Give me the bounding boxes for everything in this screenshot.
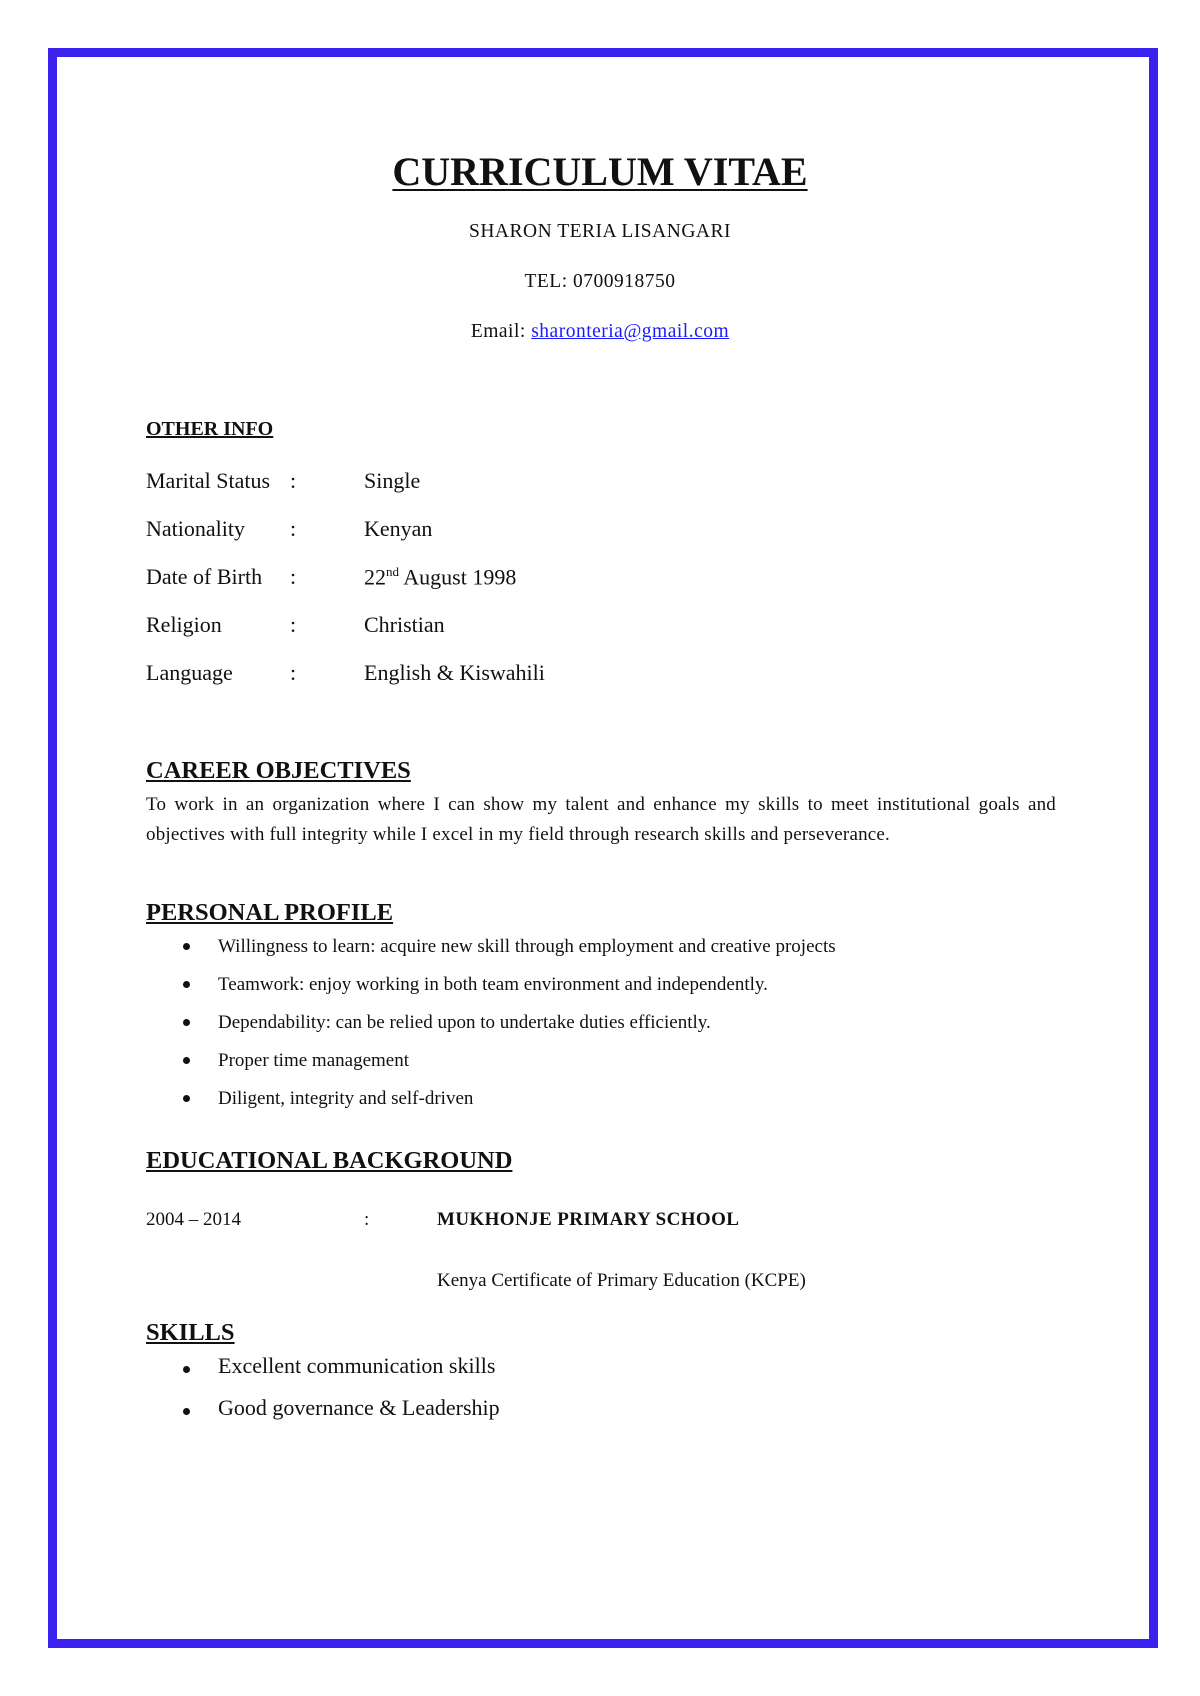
info-sep: : [290,468,297,493]
email-line [0,321,1200,343]
info-label-dob: Date of Birth [146,564,263,589]
document-title: CURRICULUM VITAE [392,149,808,194]
bullet-icon [183,1095,190,1102]
info-sep: : [290,612,297,637]
email-label: Email: [470,321,526,342]
profile-item: Proper time management [218,1050,409,1071]
profile-item: Dependability: can be relied upon to undertake duties efficiently. [218,1012,711,1033]
education-school: MUKHONJE PRIMARY SCHOOL [437,1209,740,1230]
info-sep: : [290,660,297,685]
bullet-icon [183,1019,190,1026]
info-label-language: Language [146,660,233,685]
profile-item: Willingness to learn: acquire new skill through employment and creative projects [218,936,836,957]
info-value-dob: 22nd August 1998 [364,564,517,590]
career-objectives-text: To work in an organization where I can show my talent and enhance my skills to meet institutional goals and objectives with full integrity while I excel in my field through research skills and perseverance. [146,794,1056,845]
skill-item: Excellent communication skills [218,1353,496,1378]
skills-heading: SKILLS [146,1319,235,1346]
skill-item: Good governance & Leadership [218,1395,500,1420]
info-label-marital: Marital Status [146,468,271,493]
info-label-religion: Religion [146,612,222,637]
info-sep: : [290,516,297,541]
email-link[interactable]: sharonteria@gmail.com [531,321,730,342]
info-value-language: English & Kiswahili [364,660,545,685]
education-award: Kenya Certificate of Primary Education (KCPE) [437,1270,806,1291]
info-value-religion: Christian [364,612,445,637]
info-sep: : [290,564,297,589]
bullet-icon [183,1408,190,1415]
career-objectives-heading: CAREER OBJECTIVES [146,757,411,784]
info-value-marital: Single [364,468,421,493]
education-sep: : [364,1209,370,1230]
bullet-icon [183,981,190,988]
education-heading: EDUCATIONAL BACKGROUND [146,1147,513,1174]
bullet-icon [183,1057,190,1064]
info-label-nationality: Nationality [146,516,245,541]
bullet-icon [183,1366,190,1373]
profile-item: Diligent, integrity and self-driven [218,1088,474,1109]
personal-profile-heading: PERSONAL PROFILE [146,899,394,926]
telephone: TEL: 0700918750 [524,271,676,292]
profile-item: Teamwork: enjoy working in both team environment and independently. [218,974,768,995]
candidate-name: SHARON TERIA LISANGARI [469,221,731,242]
info-value-nationality: Kenyan [364,516,433,541]
bullet-icon [183,943,190,950]
education-years: 2004 – 2014 [146,1209,241,1230]
other-info-heading: OTHER INFO [146,418,274,440]
